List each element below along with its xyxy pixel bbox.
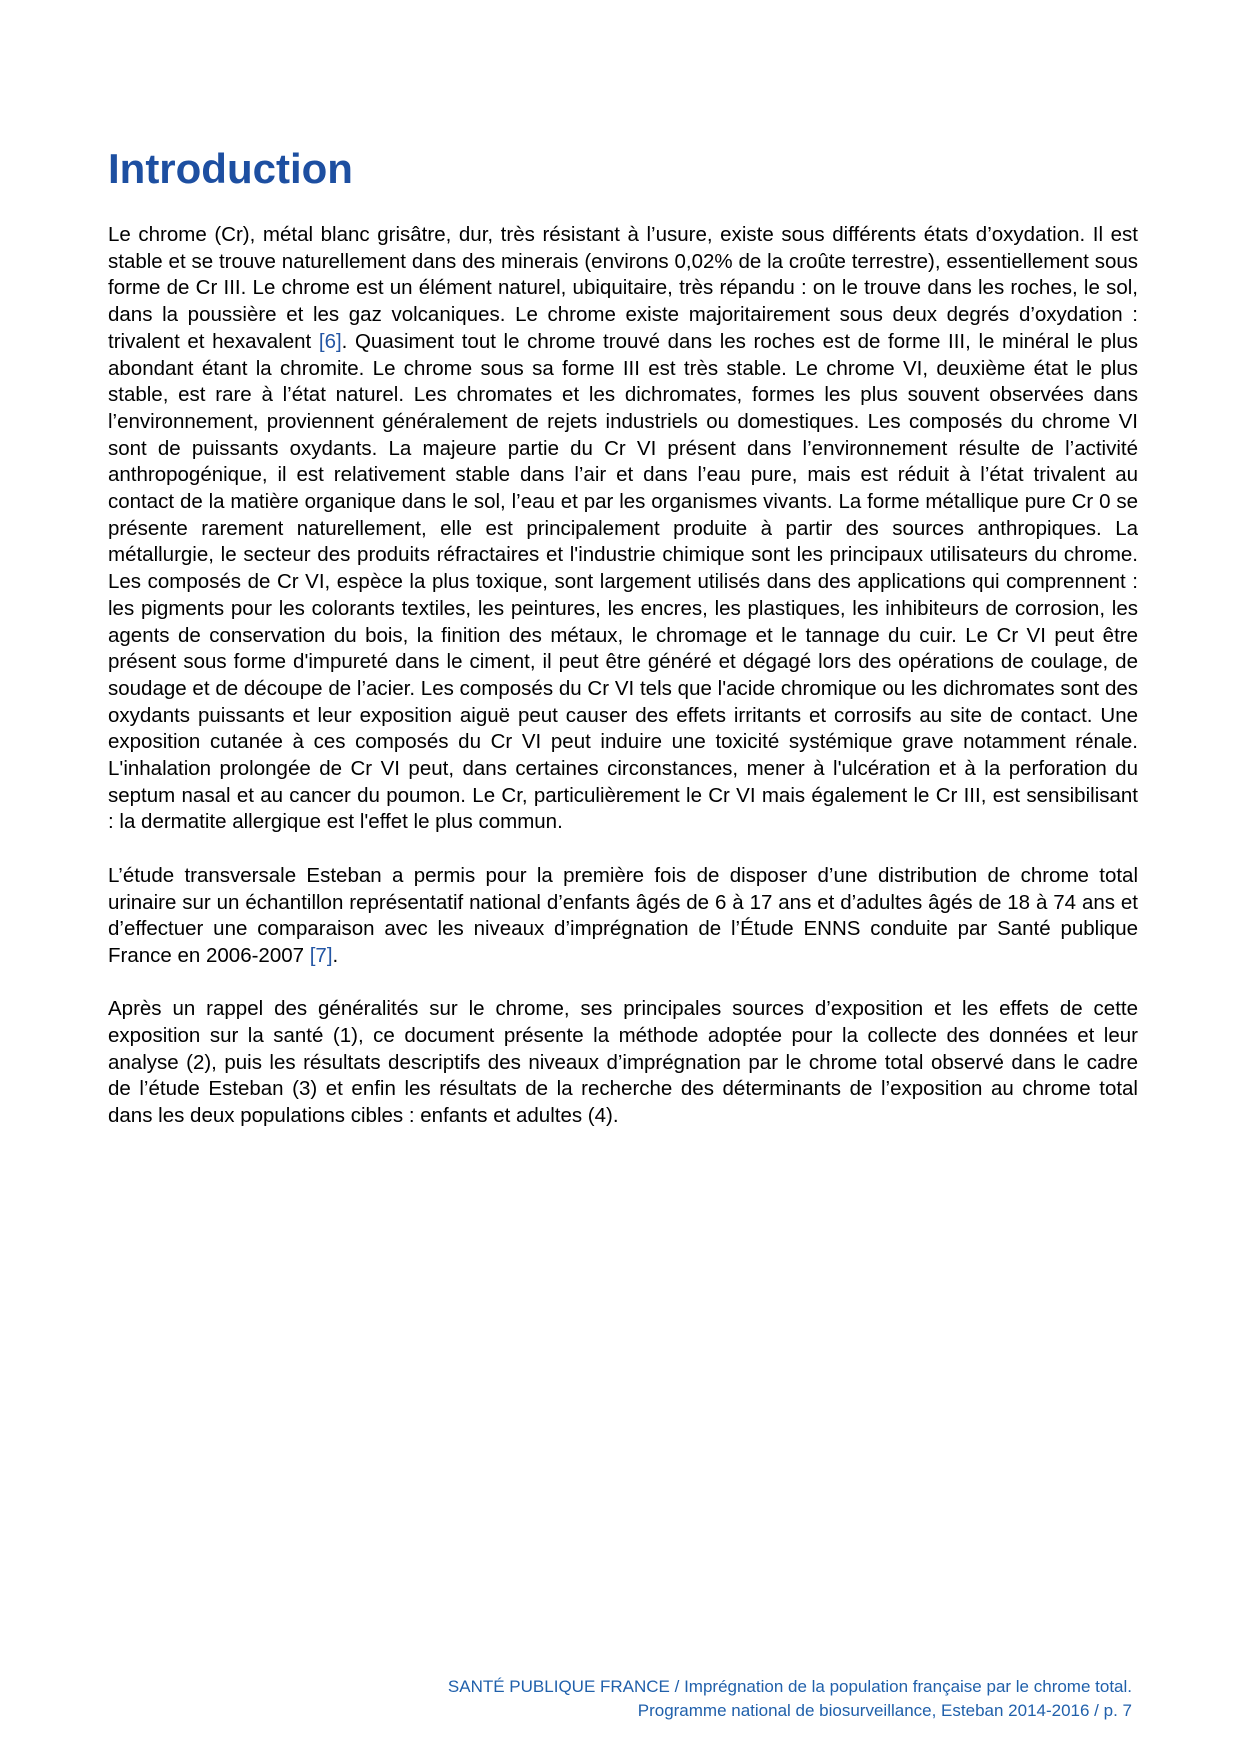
paragraph-document-outline: Après un rappel des généralités sur le chrome, ses principales sources d’exposition et les effets de cette exposition sur la santé (1), ce document présente la méthode adoptée pour la collecte des données et leur analyse (2), puis les résultats descriptifs des niveaux d’imprégnation par le chrome total observé dans le cadre de l’étude Esteban (3) et enfin les résultats de la recherche des déterminants de l’exposition au chrome total dans les deux populations cibles : enfants et adultes (4). <box>108 997 1138 1128</box>
page-footer <box>448 1675 1132 1723</box>
paragraph-text-before-ref: L’étude transversale Esteban a permis pour la première fois de disposer d’une distribution de chrome total urinaire sur un échantillon représentatif national d’enfants âgés de 6 à 17 ans et d’adultes âgés de 18 à 74 ans et d’effectuer une comparaison avec les niveaux d’imprégnation de l’Étude ENNS conduite par Santé publique France en 2006-2007 <box>108 863 1138 967</box>
paragraph-text-after-ref: . Quasiment tout le chrome trouvé dans les roches est de forme III, le minéral le plus abondant étant la chromite. Le chrome sous sa forme III est très stable. Le chrome VI, deuxième état le plus stable, est rare à l’état naturel. Les chromates et les dichromates, formes les plus souvent observées dans l’environnement, proviennent généralement de rejets industriels ou domestiques. Les composés du chrome VI sont de puissants oxydants. La majeure partie du Cr VI présent dans l’environnement résulte de l’activité anthropogénique, il est relativement stable dans l’air et dans l’eau pure, mais est réduit à l’état trivalent au contact de la matière organique dans le sol, l’eau et par les organismes vivants. La forme métallique pure Cr 0 se présente rarement naturellement, elle est principalement produite à partir des sources anthropiques. La métallurgie, le secteur des produits réfractaires et l'industrie chimique sont les principaux utilisateurs du chrome. Les composés de Cr VI, espèce la plus toxique, sont largement utilisés dans des applications qui comprennent : les pigments pour les colorants textiles, les peintures, les encres, les plastiques, les inhibiteurs de corrosion, les agents de conservation du bois, la finition des métaux, le chromage et le tannage du cuir. Le Cr VI peut être présent sous forme d'impureté dans le ciment, il peut être généré et dégagé lors des opérations de coulage, de soudage et de découpe de l’acier. Les composés du Cr VI tels que l'acide chromique ou les dichromates sont des oxydants puissants et leur exposition aiguë peut causer des effets irritants et corrosifs au site de contact. Une exposition cutanée à ces composés du Cr VI peut induire une toxicité systémique grave notamment rénale. L'inhalation prolongée de Cr VI peut, dans certaines circonstances, mener à l'ulcération et à la perforation du septum nasal et au cancer du poumon. Le Cr, particulièrement le Cr VI mais également le Cr III, est sensibilisant : la dermatite allergique est l'effet le plus commun. <box>108 329 1139 834</box>
paragraph-text-before-ref: Le chrome (Cr), métal blanc grisâtre, dur, très résistant à l’usure, existe sous différents états d’oxydation. Il est stable et se trouve naturellement dans des minerais (environs 0,02% de la croûte terrestre), essentiellement sous forme de Cr III. Le chrome est un élément naturel, ubiquitaire, très répandu : on le trouve dans les roches, le sol, dans la poussière et les gaz volcaniques. Le chrome existe majoritairement sous deux degrés d’oxydation : trivalent et hexavalent <box>108 223 1138 353</box>
reference-link-6[interactable]: [6] <box>318 329 342 353</box>
paragraph-esteban-study <box>108 863 1138 970</box>
footer-line-1: SANTÉ PUBLIQUE FRANCE / Imprégnation de la population française par le chrome total. <box>447 1677 1132 1696</box>
paragraph-text-after-ref: . <box>332 943 339 967</box>
footer-line-2: Programme national de biosurveillance, Esteban 2014-2016 / p. 7 <box>637 1701 1132 1720</box>
page-content <box>108 0 1138 1130</box>
paragraph-chrome-overview <box>108 222 1138 836</box>
reference-link-7[interactable]: [7] <box>309 943 333 967</box>
page-title: Introduction <box>108 145 353 192</box>
